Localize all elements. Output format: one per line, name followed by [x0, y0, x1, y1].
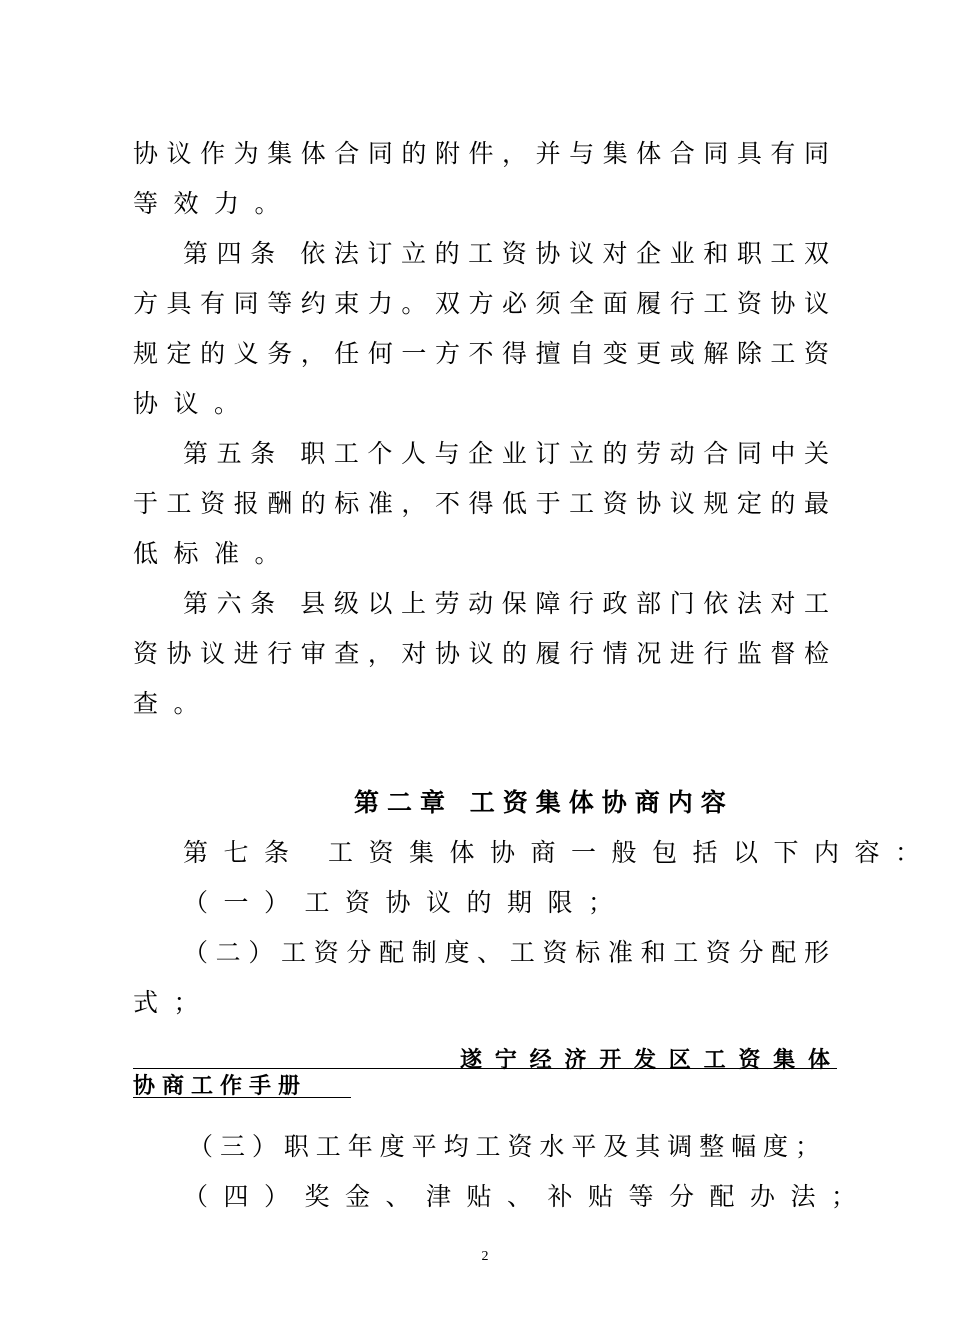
body-line: 等效力。	[133, 189, 296, 218]
chapter-title: 第二章 工资集体协商内容	[354, 788, 734, 817]
body-line: 方具有同等约束力。双方必须全面履行工资协议	[133, 289, 829, 318]
body-line: 查。	[133, 689, 215, 718]
header-divider	[133, 1068, 837, 1069]
body-line: 协议作为集体合同的附件，并与集体合同具有同	[133, 139, 829, 168]
body-line: 于工资报酬的标准，不得低于工资协议规定的最	[133, 489, 829, 518]
running-header-right: 遂宁经济开发区工资集体	[460, 1047, 830, 1073]
content-item-2: （二）工资分配制度、工资标准和工资分配形	[183, 938, 829, 967]
body-line: 协议。	[133, 389, 255, 418]
content-item-3: （三）职工年度平均工资水平及其调整幅度；	[188, 1132, 820, 1161]
article-4-line: 第四条 依法订立的工资协议对企业和职工双	[183, 239, 829, 268]
body-line: 式；	[133, 988, 215, 1017]
body-line: 低标准。	[133, 539, 296, 568]
article-5-line: 第五条 职工个人与企业订立的劳动合同中关	[183, 439, 829, 468]
article-7-line: 第七条 工资集体协商一般包括以下内容：	[183, 838, 936, 867]
header-left-underline	[133, 1097, 351, 1098]
body-line: 资协议进行审查，对协议的履行情况进行监督检	[133, 639, 829, 668]
content-item-4: （四）奖金、津贴、补贴等分配办法；	[183, 1182, 872, 1211]
content-item-1: （一）工资协议的期限；	[183, 888, 629, 917]
body-line: 规定的义务，任何一方不得擅自变更或解除工资	[133, 339, 829, 368]
article-6-line: 第六条 县级以上劳动保障行政部门依法对工	[183, 589, 829, 618]
page-number: 2	[481, 1249, 489, 1264]
running-header-left: 协商工作手册	[133, 1073, 308, 1099]
